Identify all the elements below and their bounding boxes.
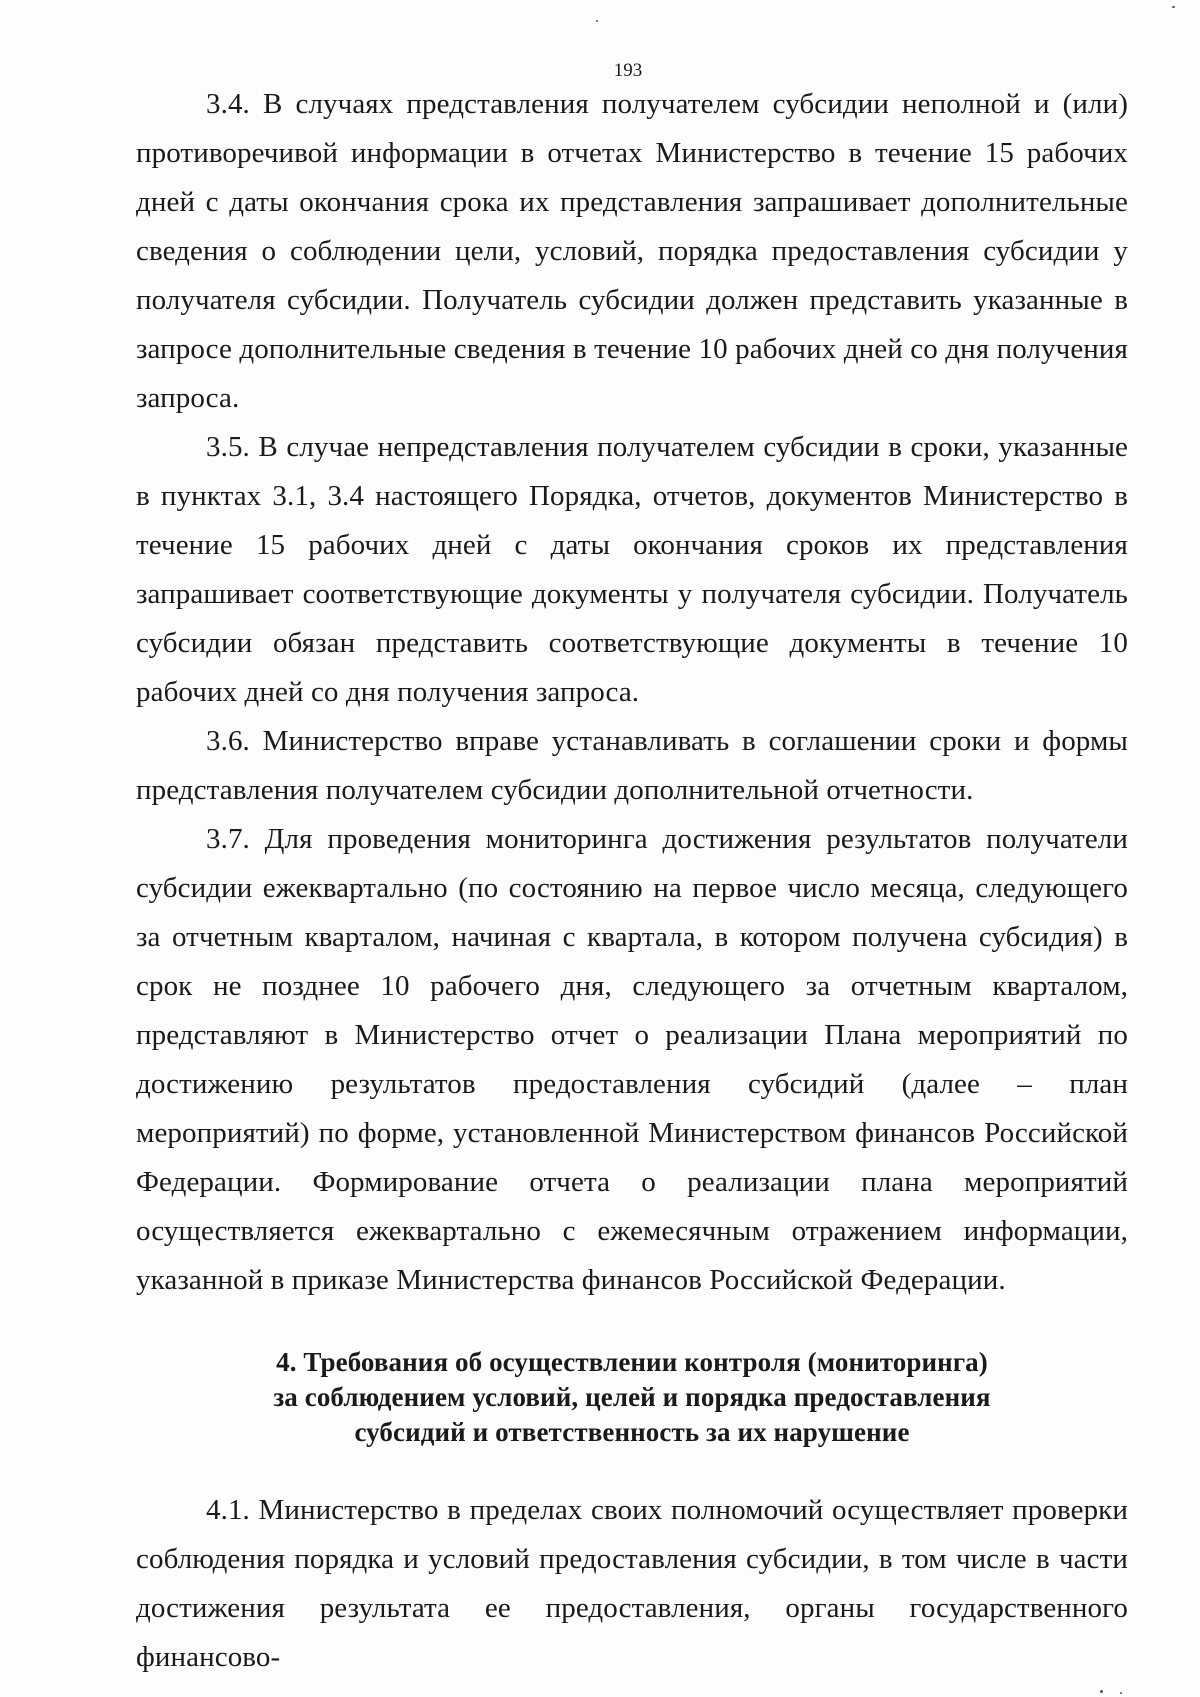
paragraph-3-4: 3.4. В случаях представления получателем субсидии неполной и (или) противоречивой информации в отчетах Министерство в течение 15 рабочих дней с даты окончания срока их представления запрашивает дополнительные сведения о соблюдении цели, условий, порядка предоставления субсидии у получателя субсидии. Получатель субсидии должен представить указанные в запросе дополнительные сведения в течение 10 рабочих дней со дня получения запроса. <box>136 88 1128 414</box>
scan-speck <box>596 20 598 22</box>
section-heading <box>136 1345 1128 1450</box>
section-heading-line: за соблюдением условий, целей и порядка предоставления <box>273 1382 991 1412</box>
paragraph-3-7: 3.7. Для проведения мониторинга достижения результатов получатели субсидии ежеквартально (по состоянию на первое число месяца, следующего за отчетным кварталом, начиная с квартала, в котором получена субсидия) в срок не позднее 10 рабочего дня, следующего за отчетным кварталом, представляют в Министерство отчет о реализации Плана мероприятий по достижению результатов предоставления субсидий (далее – план мероприятий) по форме, установленной Министерством финансов Российской Федерации. Формирование отчета о реализации плана мероприятий осуществляется ежеквартально с ежемесячным отражением информации, указанной в приказе Министерства финансов Российской Федерации. <box>136 823 1128 1296</box>
document-body <box>136 80 1128 1682</box>
scan-speck <box>1120 1692 1122 1694</box>
scan-speck <box>1172 6 1175 8</box>
page-number: 193 <box>613 60 643 81</box>
section-heading-line: 4. Требования об осуществлении контроля (мониторинга) <box>276 1347 988 1377</box>
paragraph-3-5: 3.5. В случае непредставления получателем субсидии в сроки, указанные в пунктах 3.1, 3.4 настоящего Порядка, отчетов, документов Министерство в течение 15 рабочих дней с даты окончания сроков их представления запрашивает соответствующие документы у получателя субсидии. Получатель субсидии обязан представить соответствующие документы в течение 10 рабочих дней со дня получения запроса. <box>136 431 1128 708</box>
paragraph-3-6: 3.6. Министерство вправе устанавливать в соглашении сроки и формы представления получателем субсидии дополнительной отчетности. <box>136 725 1128 806</box>
section-heading-line: субсидий и ответственность за их нарушение <box>354 1417 910 1447</box>
scan-speck <box>1100 1690 1103 1693</box>
paragraph-4-1: 4.1. Министерство в пределах своих полномочий осуществляет проверки соблюдения порядка и условий предоставления субсидии, в том числе в части достижения результата ее предоставления, органы государственного финансово- <box>136 1494 1128 1673</box>
